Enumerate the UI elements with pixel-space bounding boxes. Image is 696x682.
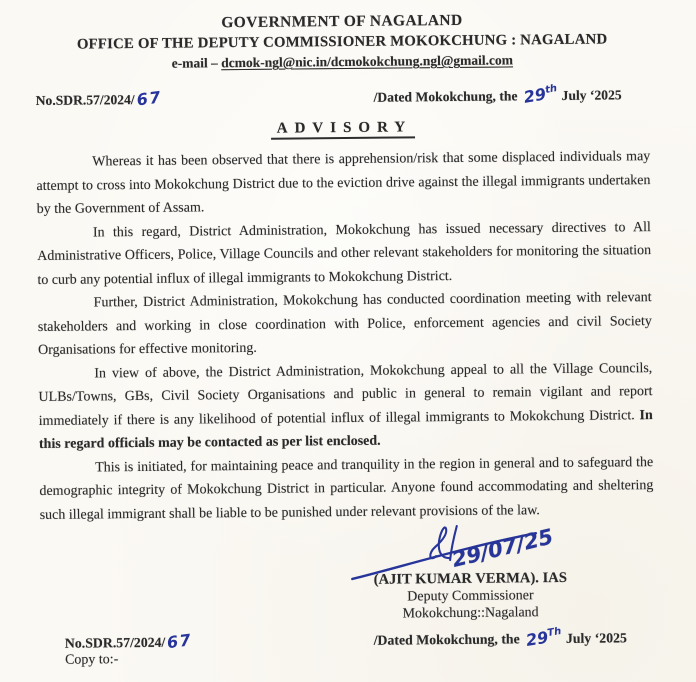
email-line [35, 51, 649, 73]
reference-number-bottom [65, 632, 193, 652]
reference-number-top [36, 89, 162, 109]
office-title: OFFICE OF THE DEPUTY COMMISSIONER MOKOKCHUNG : NAGALAND [76, 31, 608, 53]
signatory-name: (AJIT KUMAR VERMA). IAS [373, 569, 567, 588]
copy-to-label: Copy to:- [64, 652, 119, 668]
paragraph-2: In this regard, District Administration, Mokokchung has issued necessary directives to All Administrative Officers, Police, Village Councils and other relevant stakeholders for monitoring the situation to curb any potential influx of illegal immigrants to Mokokchung District. [37, 219, 652, 288]
signatory-place: Mokokchung::Nagaland [402, 605, 539, 622]
email-label: e-mail – [171, 55, 222, 71]
reference-number-handwritten: 67 [135, 87, 164, 110]
advisory-title: ADVISORY [271, 119, 416, 139]
paragraph-5: This is initiated, for maintaining peace and tranquility in the region in general and to safeguard the demographic integrity of Mokokchung District in particular. Anyone found accommodating and sheltering such illegal immigrant shall be liable to be punished under relevant provisions of the law. [39, 454, 654, 523]
reference-date-line-top [36, 84, 650, 109]
signatory-designation: Deputy Commissioner [407, 588, 534, 605]
document-body [36, 145, 654, 527]
reference-number-handwritten-bottom: 67 [166, 630, 194, 653]
date-line-bottom [373, 625, 627, 651]
date-day-handwritten-bottom: 29Th [524, 625, 563, 651]
government-title: GOVERNMENT OF NAGALAND [221, 11, 463, 32]
signature-date-handwritten: 29/07/25 [449, 524, 556, 572]
date-rest-bottom: July ‘2025 [565, 630, 627, 646]
paragraph-4-text: In view of above, the District Administration, Mokokchung appeal to all the Village Councils, ULBs/Towns, GBs, Civil Society Organisations and public in general to remain vigilant and report immediately if there is any likelihood of potential influx of illegal immigrants to Mokokchung District. [38, 360, 653, 429]
advisory-title-wrap [36, 116, 650, 142]
date-line-top [373, 84, 621, 105]
date-day-handwritten-top: 29th [522, 83, 558, 107]
reference-number-printed-bottom: No.SDR.57/2024/ [64, 634, 166, 651]
date-label-bottom: /Dated Mokokchung, the [373, 631, 520, 648]
letterhead [35, 10, 650, 73]
paragraph-4 [38, 357, 653, 457]
email-address: dcmok-ngl@nic.in/dcmokokchung.ngl@gmail.com [221, 52, 514, 71]
date-label-top: /Dated Mokokchung, the [373, 88, 518, 105]
signature-block [330, 523, 611, 623]
reference-number-printed: No.SDR.57/2024/ [35, 92, 135, 108]
paragraph-1: Whereas it has been observed that there is apprehension/risk that some displaced individuals may attempt to cross into Mokokchung District due to the eviction drive against the illegal immigrants undertaken by the Government of Assam. [36, 149, 651, 217]
paragraph-4-bold-text: In this regard officials may be contacted as per list enclosed. [38, 407, 653, 452]
paragraph-3: Further, District Administration, Mokokchung has conducted coordination meeting with relevant stakeholders and working in close coordination with Police, enforcement agencies and civil Society Organisations for effective monitoring. [37, 290, 652, 358]
date-rest-top: July ‘2025 [561, 87, 622, 103]
